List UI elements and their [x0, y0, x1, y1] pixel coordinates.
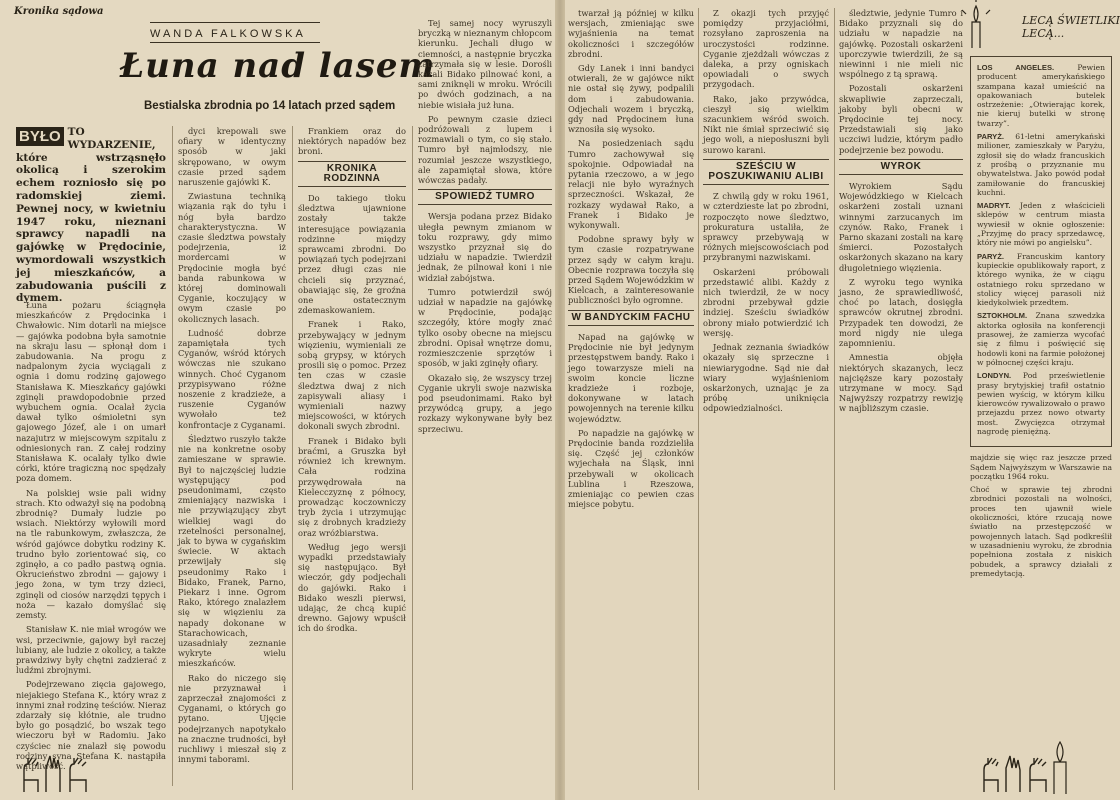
- lede-text: TO WYDARZENIE, które wstrząsnęło okolicą i szerokim echem rozniosło się po radomskiej ziemi. Pewnej nocy, w kwietniu 1947 roku, nieznani sprawcy napadli na gajówkę w Prędocinie, wymordowali wszystkich jej mieszkańców, a zabudowania puścili z dymem.: [16, 126, 166, 305]
- column-rule: [412, 126, 413, 790]
- candle-icon: [1032, 740, 1092, 796]
- section-heading-szescciu: SZEŚCIU W POSZUKIWANIU ALIBI: [703, 159, 829, 185]
- sidebar-heading: LECĄ ŚWIETLIKI LECĄ...: [1022, 14, 1120, 40]
- paragraph: Rako do niczego się nie przyznawał i zaprzeczał znajomości z Cyganami, o których go pytano. Ujęcie podejrzanych napotykało na znaczne trudności, był ruchliwy i mieszał się z innymi taborami.: [178, 672, 286, 765]
- candle-sketch-icon: [932, 0, 1022, 50]
- paragraph: Oskarżeni próbowali przedstawić alibi. Każdy z nich twierdził, że w nocy zbrodni przebywał gdzie indziej. Sześciu świadków obrony miało potwierdzić ich wersję.: [703, 266, 829, 338]
- rubric: Kronika sądowa: [14, 6, 104, 17]
- headline: Łuna nad lasem: [120, 46, 436, 86]
- paragraph: Okazało się, że wszyscy trzej Cyganie ukryli swoje nazwiska pod pseudonimami. Rako był przywódcą grupy, a jego rozkazy wykonywane były bez sprzeciwu.: [418, 372, 552, 434]
- lede: [16, 126, 166, 305]
- author-rule-top: [150, 22, 320, 23]
- column-rule: [698, 8, 699, 790]
- column-4: [418, 18, 552, 790]
- column-7: [839, 8, 963, 790]
- paragraph: Tej samej nocy wyruszyli bryczką w nieznanym chłopcom kierunku. Jechali długo w ciemności, a następnie bryczka zatrzymała się w lesie. Dorośli kazali Bidako pilnować koni, a sami zniknęli w mroku. Wrócili po dwóch godzinach, a na niebie wisiała już łuna.: [418, 18, 552, 110]
- paragraph: Wyrokiem Sądu Wojewódzkiego w Kielcach oskarżeni zostali uznani winnymi zarzucanych im czynów. Rako, Franek i Parno skazani zostali na karę śmierci. Pozostałych oskarżonych skazano na kary długoletniego więzienia.: [839, 181, 963, 273]
- paragraph: Wersja podana przez Bidako ułegła pewnym zmianom w toku rozprawy, gdy mimo wszystko przyznał się do udziału w napadzie. Twierdził jednak, że pilnował koni i nie widział zabójstwa.: [418, 211, 552, 283]
- sidebar-city: MADRYT.: [977, 201, 1011, 211]
- column-5: [568, 8, 694, 790]
- paragraph: Do takiego tłoku śledztwa ujawnione zostały także interesujące powiązania rodzinne między sprawcami zbrodni. Do powiązań tych podejrzani przez długi czas nie chcieli się przyznać, obawiając się, że groźna one ostatecznym zdemaskowaniem.: [298, 193, 406, 316]
- sidebar-city: LOS ANGELES.: [977, 63, 1055, 72]
- paragraph: śledztwie, jedynie Tumro i Bidako przyznali się do udziału w napadzie na gajówkę. Pozostali oskarżeni uporczywie twierdzili, że są niewinni i nie mieli nic wspólnego z tą sprawą.: [839, 8, 963, 80]
- sidebar-city: PARYŻ.: [977, 132, 1005, 142]
- paragraph: Pozostali oskarżeni skwapliwie zaprzeczali, jakoby byli obecni w Prędocinie tej nocy. Przedstawiali się jako uczciwi ludzie, którym padło podejrzenie bez powodu.: [839, 83, 963, 155]
- paragraph: Z wyroku tego wynika jasno, że sprawiedliwość, choć po latach, dosięgła sprawców okrutnej zbrodni. Przypadek ten dowodzi, że mord nigdy nie ulega zapomnieniu.: [839, 276, 963, 349]
- paragraph: Amnestia objęła niektórych skazanych, lecz najcięższe kary pozostały utrzymane w mocy. Sąd Najwyższy rozpatrzy rewizję w najbliższym czasie.: [839, 352, 963, 414]
- sidebar-column: [970, 56, 1112, 736]
- hands-illustration-icon: [16, 752, 96, 794]
- paragraph: Jednak zeznania świadków okazały się sprzeczne i niewiarygodne. Sąd nie dał wiary wyjaśnieniom oskarżonych, uznając je za próbę uniknięcia odpowiedzialności.: [703, 342, 829, 414]
- column-rule: [172, 126, 173, 786]
- paragraph: Na posiedzeniach sądu Tumro zachowywał się spokojnie. Odpowiadał na pytania rzeczowo, a w jego relacji nie było wyraźnych sprzeczności. Wskazał, że rozkazy wydawał Rako, a Franek i Bidako je wykonywali.: [568, 138, 694, 231]
- paragraph: Śledztwo ruszyło także nie na konkretne osoby zamieszane w sprawie. Był to najczęściej ludzie występujący pod pseudonimami, często zmieniający nazwiska i nie przywiązujący zbyt wielkiej wagi do rzetelności personalnej, jak to bywa w cygańskim świecie. W aktach przewijały się pseudonimy Rako i Bidako, Franek, Parno, Piekarz i inne. Ogrom Rako, którego znalazłem się w więzieniu za napady dokonane w Starachowicach, uzasadniały zeznanie wykryte wielu mieszkańców.: [178, 433, 286, 669]
- sidebar-item: [977, 252, 1105, 308]
- paragraph: Po napadzie na gajówkę w Prędocinie banda rozdzieliła się. Część jej członków wyjechała na Śląsk, inni przebywali w okolicach Lublina i Rzeszowa, zmieniając co pewien czas miejsce pobytu.: [568, 427, 694, 510]
- paragraph: Po pewnym czasie dzieci podróżowali z lupem i rozmawiali o tym, co się stało. Tumro był najmłodszy, nie rozumiał jeszcze wszystkiego, ale zapamiętał słowa, które wówczas padały.: [418, 113, 552, 186]
- paragraph: Z chwilą gdy w roku 1961, w czterdzieste lat po zbrodni, rozpoczęto nowe śledztwo, prokuratura ustaliła, że sprawcy przebywają w różnych miejscowościach pod przybranymi nazwiskami.: [703, 191, 829, 263]
- column-6: [703, 8, 829, 790]
- sidebar-city: SZTOKHOLM.: [977, 311, 1028, 321]
- section-heading-kronika: KRONIKA RODZINNA: [298, 161, 406, 187]
- paragraph: Na polskiej wsie pali widny strach. Kto odważył się na podobną zbrodnię? Dumały ludzie po wsiach. Niektórzy wyłowili mord na tle rabunkowym, zwłaszcza, że wśród gajówce dobytku rodziny K. trudno było zorientować się, co zginęło, a co padło pastwą ognia. Okrucieństwo zbrodni — gajowy i jego żona, w tym trzy dzieci, zginęli od ciosów narzędzi tępych i noża — kazało domyślać się zemsty.: [16, 487, 166, 621]
- paragraph: Zwiastuna techniką wiązania rąk do tyłu i nóg była bardzo charakterystyczna. W czasie śledztwa powstały podejrzenia, iż mordercami w Prędocinie mogła być banda rabunkowa w której dominowali Cyganie, koczujący w owym czasie po okolicznych lasach.: [178, 191, 286, 324]
- sidebar-item: [977, 132, 1105, 197]
- sidebar-text: Pewien producent amerykańskiego szampana kazał umieścić na opakowaniach butelek ostrzeżenie: „Otwierając korek, nie kieruj butelki w stronę twarzy”.: [977, 63, 1105, 128]
- sidebar-city: LONDYN.: [977, 371, 1012, 381]
- author-name: WANDA FALKOWSKA: [150, 28, 306, 40]
- section-heading-spowiedz: SPOWIEDŹ TUMRO: [418, 189, 552, 205]
- paragraph: twarzał ją później w kilku wersjach, zmieniając swe wyjaśnienia na temat okoliczności i szczegółów zbrodni.: [568, 8, 694, 59]
- sidebar-box: [970, 56, 1112, 447]
- paragraph: Stanisław K. nie miał wrogów we wsi, przeciwnie, gajowy był raczej lubiany, ale ludzie z okolicy, a także prawdziwy były chętni zadzierać z ludźmi zbrojnymi.: [16, 624, 166, 676]
- paragraph: Franek i Rako, przebywający w jednym więzieniu, wymieniali ze sobą grypsy, w których prosili się o pomoc. Przez ten czas w czasie śledztwa dwaj z nich zapisywali aliasy i wymieniali nazwy miejscowości, w których dokonali swych zbrodni.: [298, 319, 406, 432]
- lede-drop: BYŁO: [16, 127, 64, 146]
- sidebar-tail: majdzie się więc raz jeszcze przed Sądem Najwyższym w Warszawie na początku 1964 roku.: [970, 453, 1112, 481]
- subtitle: Bestialska zbrodnia po 14 latach przed sądem: [144, 100, 396, 112]
- column-3: [298, 126, 406, 790]
- sidebar-text: Znana szwedzka aktorka ogłosiła na konferencji prasowej, że zamierza wycofać się z filmu i poświęcić się hodowli koni na farmie położonej w północnej części kraju.: [977, 311, 1105, 367]
- sidebar-item: [977, 371, 1105, 436]
- paragraph: Rako, jako przywódca, cieszył się wielkim szacunkiem wśród swoich. Nikt nie śmiał sprzeciwić się jego woli, a nieposłuszni byli surowo karani.: [703, 93, 829, 155]
- paragraph: Napad na gajówkę w Prędocinie nie był jedynym przestępstwem bandy. Rako i jego towarzysze mieli na swoim koncie liczne kradzieże i rozboje, dokonywane w latach powojennych na terenie kilku województw.: [568, 331, 694, 424]
- section-heading-wyrok: WYROK: [839, 159, 963, 175]
- paragraph: Frankiem oraz do niektórych napadów bez broni.: [298, 126, 406, 157]
- sidebar-city: PARYŻ.: [977, 251, 1005, 261]
- paragraph: Podobne sprawy były w tym czasie rozpatrywane przez sądy w całym kraju. Obecnie rozprawa toczyła się przed Sądem Wojewódzkim w Kielcach, a zainteresowanie publiczności było ogromne.: [568, 234, 694, 306]
- paragraph: Gdy Lanek i inni bandyci otwierali, że w gajówce nikt nie ostał się żywy, podpalili dom i zabudowania. Odjechali wozem i bryczką, gdy nad Prędocinem łuna wznosiła się wysoko.: [568, 63, 694, 135]
- sidebar-item: [977, 63, 1105, 128]
- paragraph: Podejrzewano zięcia gajowego, niejakiego Stefana K., który wraz z innymi znał rodzinę teściów. Nieraz zdarzały się kłótnie, ale trudno było go posądzić, bo wszak tego wieczoru był w Radomiu. Jako czyściec nie znalazł się powodu rodziny syna Stefana K. nastąpiła wątpliwość.: [16, 679, 166, 771]
- paragraph: Z okazji tych przyjęć pomiędzy przyjaciółmi, rozsyłano zaproszenia na uroczystości rodzinne. Cyganie zjeżdżali wówczas z daleka, a przy ogniskach opowiadali o swych przygodach.: [703, 8, 829, 90]
- column-2: [178, 126, 286, 790]
- column-1: [16, 300, 166, 771]
- sidebar-text: Jeden z właścicieli sklepów w centrum miasta wywiesił w oknie ogłoszenie: „Przyjmę do pracy sprzedawcę, który nie mówi po angielsku”.: [977, 201, 1105, 248]
- column-rule: [292, 126, 293, 790]
- paragraph: Tumro potwierdził swój udział w napadzie na gajówkę w Prędocinie, podając szczegóły, które mogły znać tylko osoby obecne na miejscu zbrodni. Opisał wnętrze domu, rozmieszczenie sprzętów i sposób, w jaki zginęły ofiary.: [418, 286, 552, 369]
- sidebar-tail-2: Choć w sprawie tej zbrodni zbrodnici pozostali na wolności, proces ten ujawnił wiele okoliczności, które rzucają nowe światło na przestępczość w powojennych latach. Sąd podkreślił w uzasadnieniu wyroku, że zbrodnia popełniona została z niskich pobudek, a sprawcy działali z premedytacją.: [970, 485, 1112, 578]
- sidebar-text: Pod prześwietlenie prasy brytyjskiej trafił ostatnio pewien wyścig, w którym kilku kierowców rywalizowało o prawo przejazdu przez nowo otwarty most. Zwycięzca otrzymał nagrodę pieniężną.: [977, 371, 1105, 436]
- paragraph: Łuna pożaru ściągnęła mieszkańców z Prędocinka i Chwałowic. Nim dotarli na miejsce — gajówka podobna była samotnie na skraju lasu — spłonął dom i zabudowania. Na progu z nadpalonym życia wyciągali z ognia i domu rodzinę gajowego Stanisława K. Mieszkańcy gajówki zginęli prawdopodobnie przed wybuchem ognia. Ocalał życia dawał tylko ośmioletni syn gajowego Józef, ale i on umarł nazajutrz w miejscowym szpitalu z odniesionych ran. Z całej rodziny Stanisława K. ocalały tylko dwie córki, które tragiczną noc spędzały poza domem.: [16, 300, 166, 484]
- paragraph: Według jego wersji wypadki przedstawiały się następująco. Był wieczór, gdy podjechali do gajówki. Rako i Bidako weszli pierwsi, udając, że chcą kupić drewno. Gajowy wpuścił ich do środka.: [298, 541, 406, 634]
- sidebar-text: 61-letni amerykański milioner, zamieszkały w Paryżu, zgłosił się do władz francuskich z prośbą o przyznanie mu obywatelstwa. Jako powód podał zamiłowanie do francuskiej kuchni.: [977, 132, 1105, 197]
- page-fold: [555, 0, 565, 800]
- sidebar-item: [977, 311, 1105, 367]
- paragraph: Ludność dobrze zapamiętała tych Cyganów, wśród których wówczas nie szukano winnych. Choć Cyganom przypisywano różne noszenie z kradzieże, a ruszenie Cyganów wywołało też konfrontacje z Cyganami.: [178, 327, 286, 430]
- column-rule: [834, 8, 835, 790]
- sidebar-text: Francuskim kantory kupieckie opublikowały raport, z którego wynika, że w ciągu ostatniego roku sprzedano w stolicy więcej parasoli niż kiedykolwiek przedtem.: [977, 251, 1105, 308]
- paragraph: Franek i Bidako byli braćmi, a Gruszka był również ich krewnym. Cała rodzina przywędrowała na Kielecczyznę z północy, prowadząc koczowniczy tryb życia i utrzymując się z drobnych kradzieży oraz wróżbiarstwa.: [298, 435, 406, 538]
- author-rule-bottom: [150, 42, 320, 43]
- paragraph: dyci krepowali swe ofiary w identyczny sposób w jaki skrępowano, w owym czasie przed sądem naruszenie gajówki K.: [178, 126, 286, 188]
- sidebar-item: [977, 201, 1105, 247]
- section-heading-bandyckim: W BANDYCKIM FACHU: [568, 310, 694, 326]
